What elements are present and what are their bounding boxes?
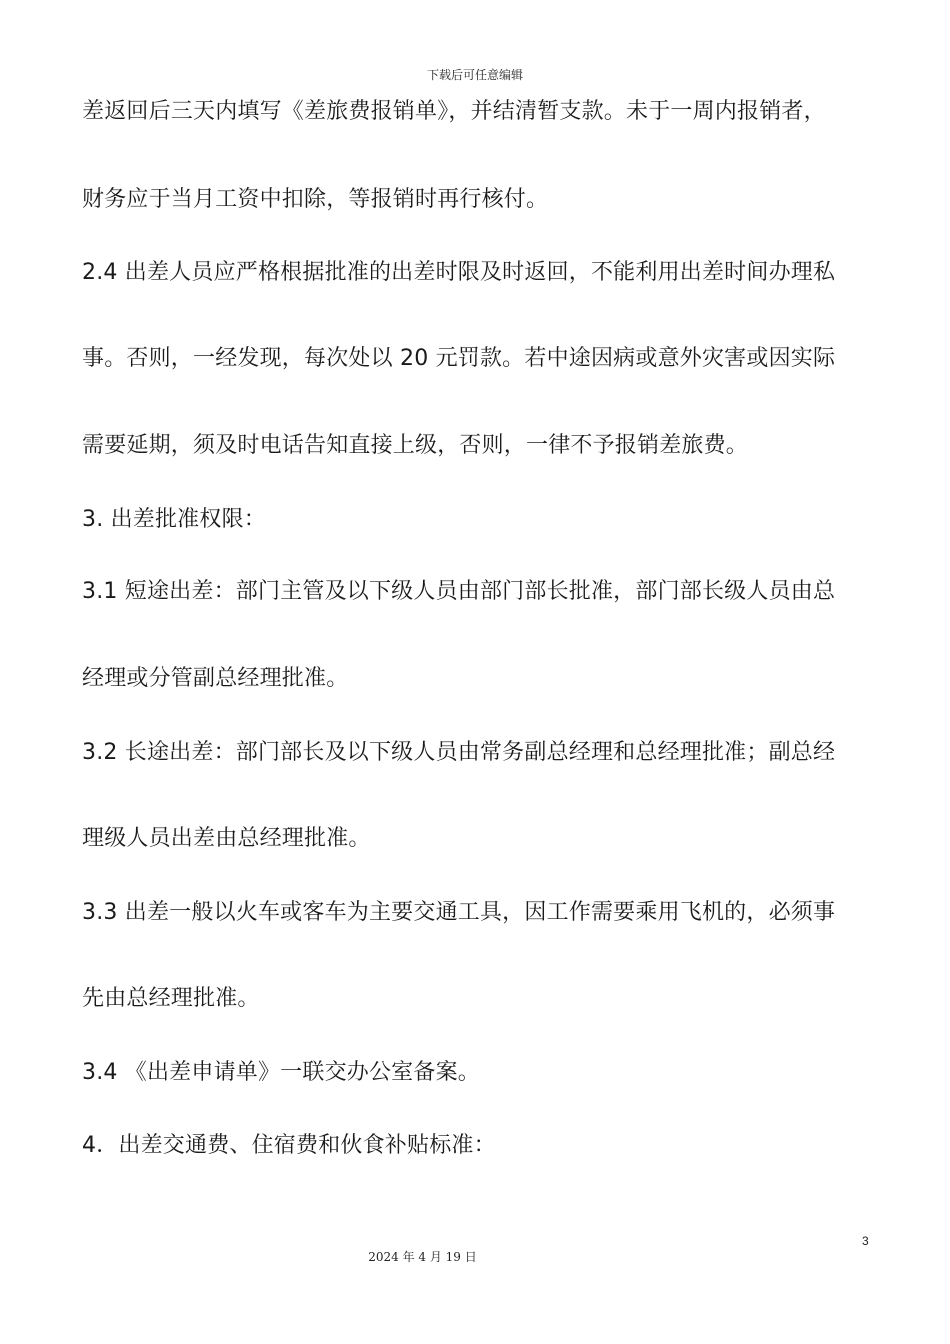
body-line: 需要延期，须及时电话告知直接上级，否则，一律不予报销差旅费。 xyxy=(82,433,749,458)
body-line: 3.3 出差一般以火车或客车为主要交通工具，因工作需要乘用飞机的，必须事 xyxy=(82,900,836,925)
body-line: 财务应于当月工资中扣除，等报销时再行核付。 xyxy=(82,187,549,212)
section-heading: 3. 出差批准权限： xyxy=(82,507,266,532)
body-line: 理级人员出差由总经理批准。 xyxy=(82,826,371,851)
body-line: 3.4 《出差申请单》一联交办公室备案。 xyxy=(82,1060,480,1085)
body-line: 2.4 出差人员应严格根据批准的出差时限及时返回，不能利用出差时间办理私 xyxy=(82,260,836,285)
page-header: 下载后可任意编辑 xyxy=(426,68,523,82)
body-line: 先由总经理批准。 xyxy=(82,986,260,1011)
body-line: 事。否则，一经发现，每次处以 20 元罚款。若中途因病或意外灾害或因实际 xyxy=(82,346,836,371)
body-line: 3.2 长途出差：部门部长及以下级人员由常务副总经理和总经理批准；副总经 xyxy=(82,740,836,765)
footer-date: 2024 年 4 月 19 日 xyxy=(368,1250,477,1264)
body-line: 经理或分管副总经理批准。 xyxy=(82,666,349,691)
body-line: 差返回后三天内填写《差旅费报销单》，并结清暂支款。未于一周内报销者， xyxy=(82,99,826,124)
body-line: 3.1 短途出差：部门主管及以下级人员由部门部长批准，部门部长级人员由总 xyxy=(82,579,836,604)
section-heading: 4．出差交通费、住宿费和伙食补贴标准： xyxy=(82,1133,496,1158)
page-number: 3 xyxy=(862,1234,869,1248)
